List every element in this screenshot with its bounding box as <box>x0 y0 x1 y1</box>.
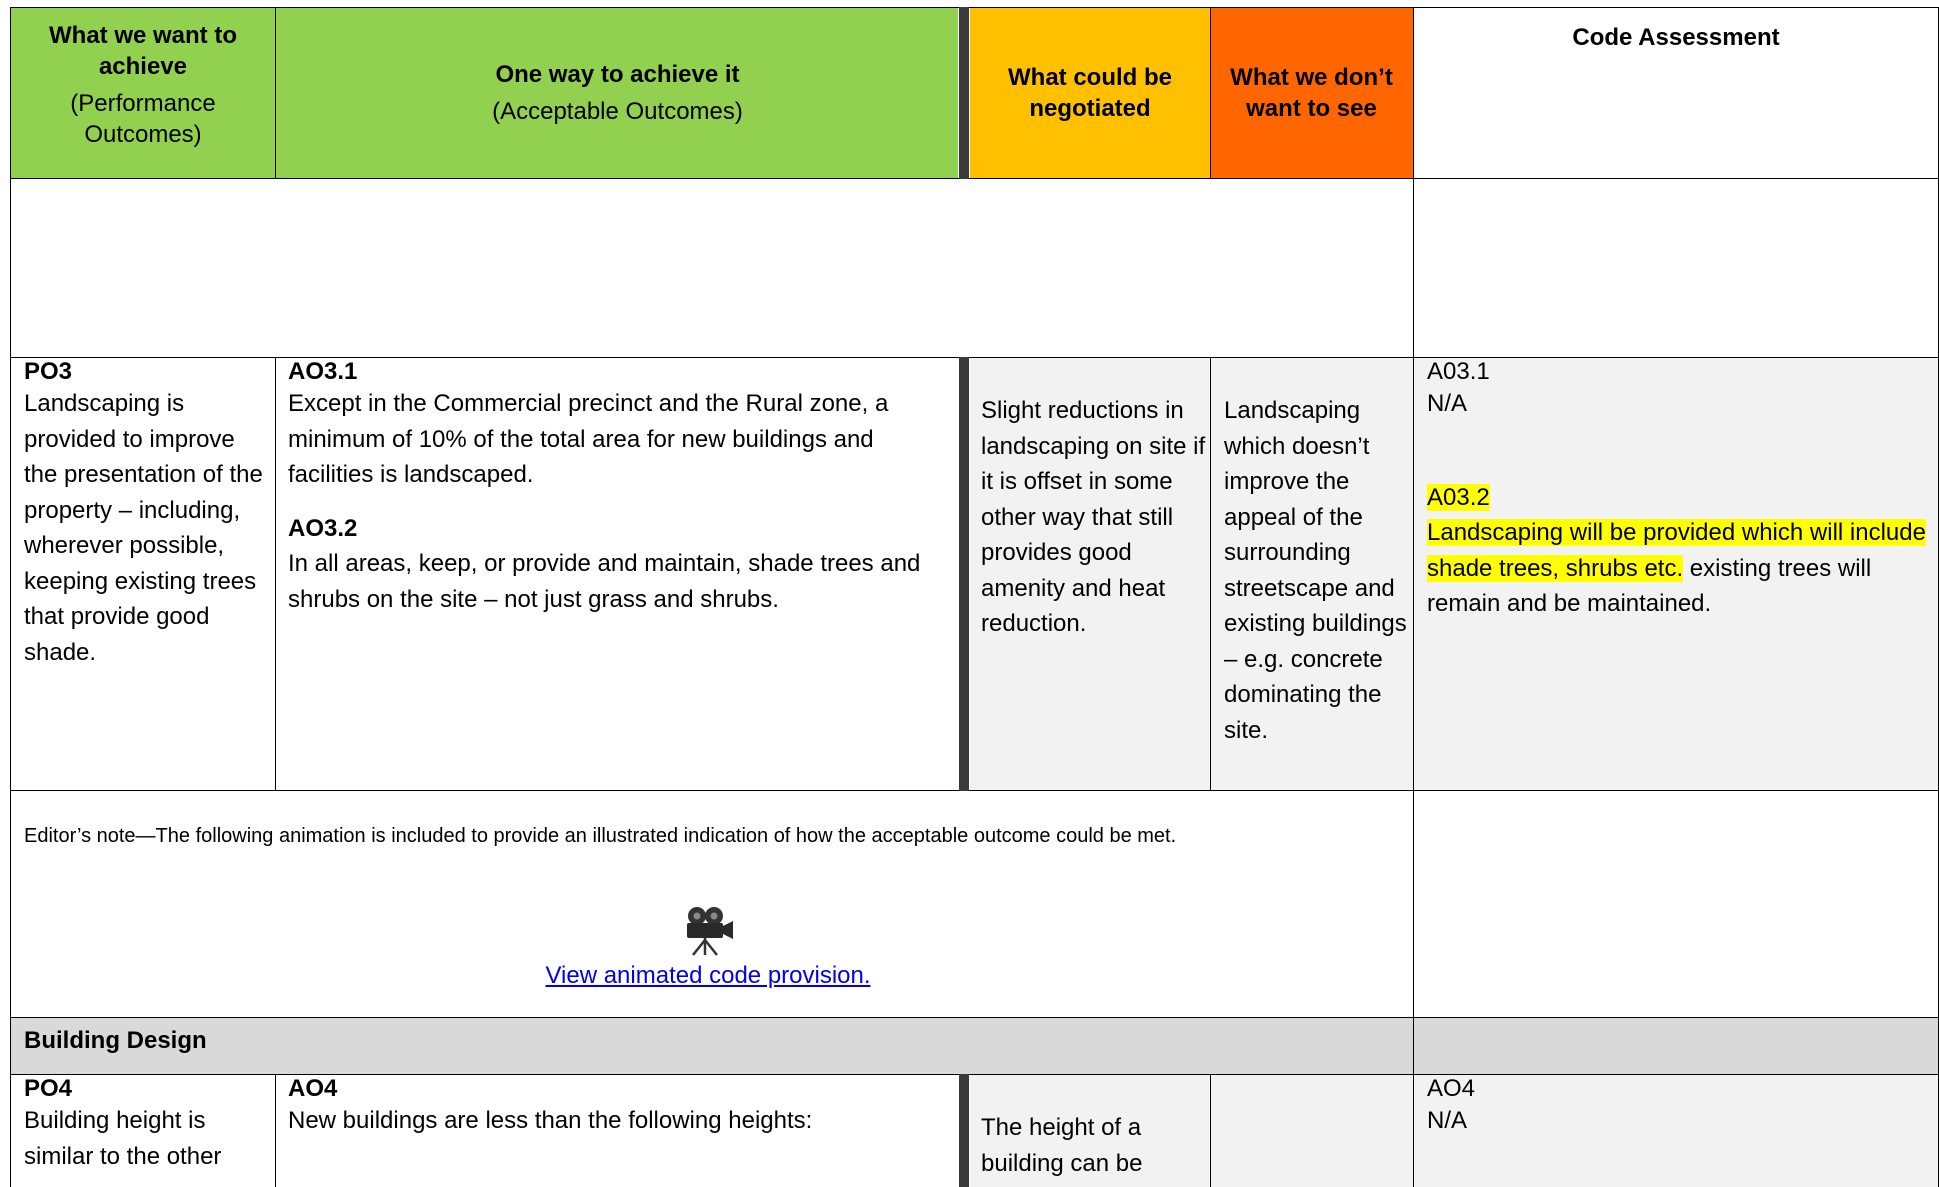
grid-line <box>10 1017 1939 1018</box>
po3-cell <box>24 358 269 670</box>
grid-line <box>10 790 1939 791</box>
assess-na: N/A <box>1427 390 1468 417</box>
thick-divider <box>959 357 969 791</box>
assess-a031: A03.1 <box>1427 358 1490 385</box>
ao4-cell <box>288 1075 953 1139</box>
negotiated-text: Slight reductions in landscaping on site if it is offset in some other way that still provides good amenity and heat reduction. <box>981 397 1206 637</box>
assess-text <box>1427 515 1932 622</box>
header-acceptable-outcomes <box>276 8 959 178</box>
movie-camera-icon[interactable] <box>683 905 737 957</box>
po3-text: Landscaping is provided to improve the presentation of the property – including, wherever possible, keeping existing trees that provide good shade. <box>24 390 263 666</box>
po4-assess-na: N/A <box>1427 1107 1468 1134</box>
po4-negotiated-text: The height of a building can be <box>981 1114 1143 1177</box>
grid-line <box>1413 7 1414 1187</box>
thick-divider <box>959 1074 969 1187</box>
ao4-text: New buildings are less than the following heights: <box>288 1107 813 1134</box>
view-animation-link[interactable]: View animated code provision. <box>545 962 871 989</box>
header-dont-want <box>1220 8 1403 178</box>
grid-line <box>275 1074 276 1187</box>
po3-code: PO3 <box>24 358 73 385</box>
grid-line <box>275 357 276 791</box>
assess-a032: A03.2 <box>1427 483 1490 511</box>
grid-line <box>10 178 1939 179</box>
po4-text: Building height is similar to the other <box>24 1107 222 1170</box>
assess-rest-text: existing trees will remain and be maintained. <box>1427 554 1872 617</box>
header-dont-want-title: What we don’t want to see <box>1230 64 1393 122</box>
ao31-code: AO3.1 <box>288 358 358 385</box>
grid-line <box>1210 1074 1211 1187</box>
ao4-code: AO4 <box>288 1075 338 1102</box>
editor-note-text: Editor’s note—The following animation is included to provide an illustrated indication of how the acceptable outcome could be met. <box>24 825 1177 847</box>
po4-dontwant-bg <box>1210 1074 1413 1187</box>
ao32-text: In all areas, keep, or provide and maintain, shade trees and shrubs on the site – not just grass and shrubs. <box>288 550 921 613</box>
header-acceptable-title: One way to achieve it <box>495 61 740 88</box>
header-acceptable-subtitle: (Acceptable Outcomes) <box>492 98 743 125</box>
po4-assess-code: AO4 <box>1427 1075 1476 1102</box>
grid-line <box>1210 7 1211 179</box>
ao3-cell <box>288 358 953 617</box>
po4-assessment-cell <box>1427 1075 1932 1139</box>
assess-a032-line <box>1427 480 1932 516</box>
ao31-text: Except in the Commercial precinct and the Rural zone, a minimum of 10% of the total area for new buildings and facilities is landscaped. <box>288 390 889 488</box>
header-performance-title: What we want to achieve <box>49 22 237 80</box>
animation-link-wrap <box>276 962 1140 990</box>
grid-line <box>1210 357 1211 791</box>
ao32-code: AO3.2 <box>288 514 358 542</box>
header-negotiated <box>985 8 1195 178</box>
header-code-assessment <box>1414 22 1938 53</box>
grid-line <box>10 7 11 1187</box>
section-title: Building Design <box>24 1027 207 1054</box>
header-performance-subtitle: (Performance Outcomes) <box>70 90 216 148</box>
po4-cell <box>24 1075 269 1174</box>
header-negotiated-title: What could be negotiated <box>1008 64 1172 122</box>
header-performance-outcomes <box>11 20 275 165</box>
po4-code: PO4 <box>24 1075 73 1102</box>
dont-want-text: Landscaping which doesn’t improve the appeal of the surrounding streetscape and existing buildings – e.g. concrete dominating the site. <box>1224 397 1407 744</box>
assessment-cell <box>1427 358 1932 622</box>
thick-divider <box>959 7 969 179</box>
assess-highlighted-text: Landscaping will be provided which will include shade trees, shrubs etc. <box>1427 519 1926 582</box>
header-code-assessment-title: Code Assessment <box>1572 24 1780 51</box>
